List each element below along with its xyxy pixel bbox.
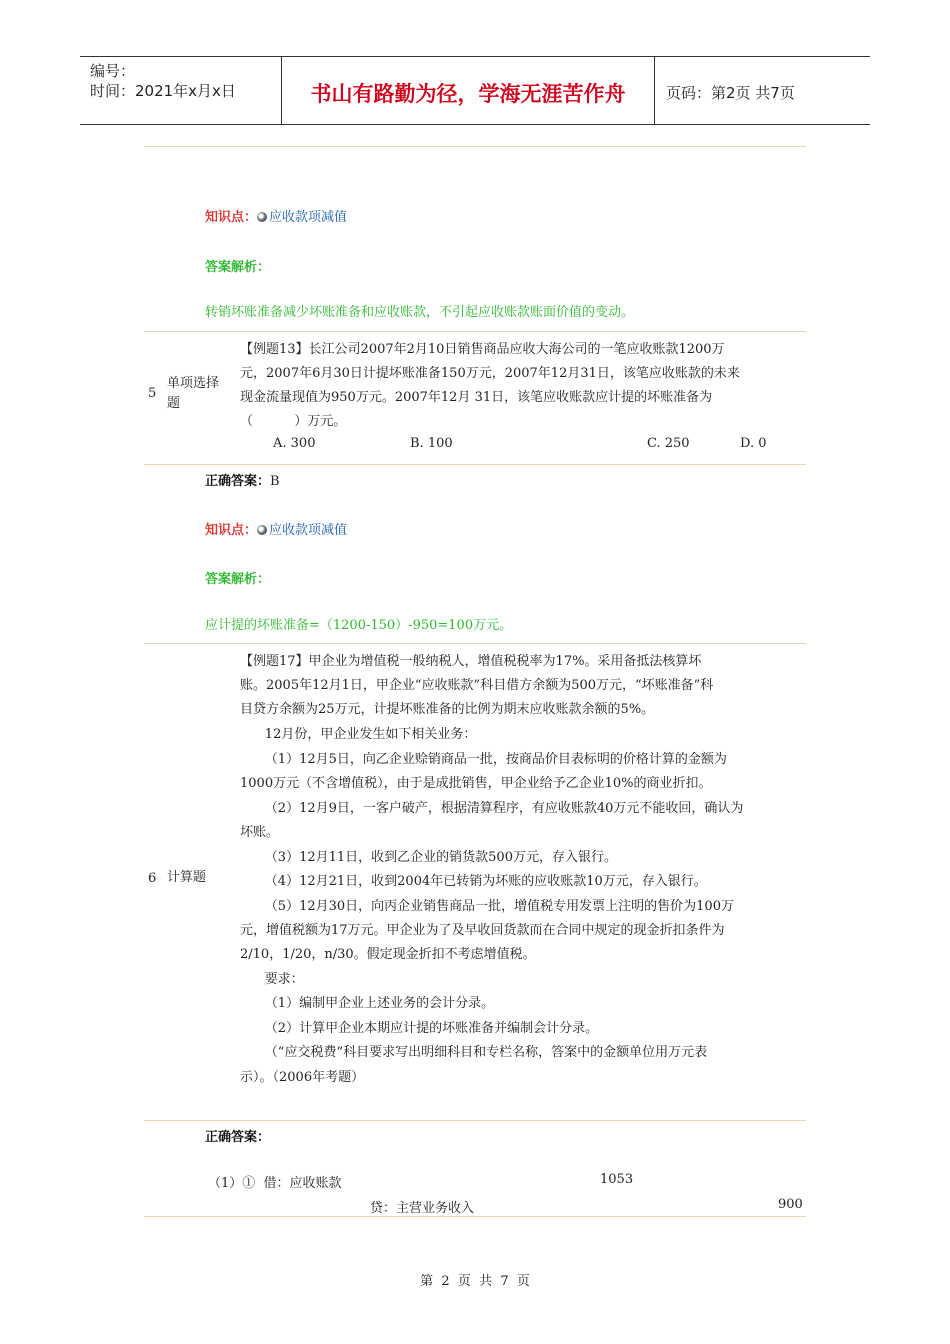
question-line: 现金流量现值为950万元。2007年12月 31日，该笔应收账款应计提的坏账准备为 bbox=[240, 390, 713, 405]
bullet-icon bbox=[257, 525, 267, 535]
question-line: （1）编制甲企业上述业务的会计分录。 bbox=[240, 996, 495, 1011]
header-slogan: 书山有路勤为径，学海无涯苦作舟 bbox=[310, 81, 626, 106]
divider bbox=[144, 1216, 806, 1217]
correct-answer bbox=[205, 470, 280, 489]
divider bbox=[144, 331, 806, 332]
answer-label: 正确答案： bbox=[205, 1130, 271, 1145]
option-a[interactable]: A. 300 bbox=[273, 436, 316, 451]
analysis-text: 应计提的坏账准备=（1200-150）-950=100万元。 bbox=[205, 618, 513, 633]
question-line: （3）12月11日，收到乙企业的销货款500万元，存入银行。 bbox=[240, 850, 617, 865]
question-type-line: 单项选择 bbox=[167, 376, 220, 391]
question-line: 12月份，甲企业发生如下相关业务： bbox=[240, 727, 477, 742]
question-line: 要求： bbox=[240, 972, 304, 987]
question-line: 【例题17】甲企业为增值税一般纳税人，增值税税率为17%。采用备抵法核算坏 bbox=[240, 654, 702, 669]
page-footer: 第 2 页 共 7 页 bbox=[420, 1274, 530, 1289]
option-d[interactable]: D. 0 bbox=[740, 436, 767, 451]
question-line: （5）12月30日，向丙企业销售商品一批，增值税专用发票上注明的售价为100万 bbox=[240, 899, 734, 914]
question-line: 元，增值税额为17万元。甲企业为了及早收回货款而在合同中规定的现金折扣条件为 bbox=[240, 923, 725, 938]
journal-entry-debit-amount: 1053 bbox=[600, 1172, 634, 1187]
question-line: （“应交税费”科目要求写出明细科目和专栏名称，答案中的金额单位用万元表 bbox=[240, 1045, 708, 1060]
question-line: 账。2005年12月1日，甲企业“应收账款”科目借方余额为500万元，“坏账准备”科 bbox=[240, 678, 714, 693]
question-line: （2）计算甲企业本期应计提的坏账准备并编制会计分录。 bbox=[240, 1021, 599, 1036]
question-type-line: 题 bbox=[167, 396, 181, 411]
question-line: （1）12月5日，向乙企业赊销商品一批，按商品价目表标明的价格计算的金额为 bbox=[240, 752, 727, 767]
divider bbox=[144, 1120, 806, 1121]
divider bbox=[144, 464, 806, 465]
question-type bbox=[167, 374, 219, 414]
question-line: 【例题13】长江公司2007年2月10日销售商品应收大海公司的一笔应收账款1200万 bbox=[240, 342, 725, 357]
knowledge-label: 知识点： bbox=[205, 523, 258, 538]
header-page-info: 页码：第2页 共7页 bbox=[666, 84, 795, 102]
option-b[interactable]: B. 100 bbox=[410, 436, 453, 451]
question-line: 示）。（2006年考题） bbox=[240, 1070, 365, 1085]
question-line: （ ）万元。 bbox=[240, 414, 347, 429]
option-c[interactable]: C. 250 bbox=[647, 436, 690, 451]
header-divider-right bbox=[654, 56, 655, 124]
question-line: 目贷方余额为25万元，计提坏账准备的比例为期末应收账款余额的5%。 bbox=[240, 702, 655, 717]
analysis-label: 答案解析： bbox=[205, 260, 271, 275]
knowledge-link[interactable]: 应收款项减值 bbox=[269, 210, 348, 225]
header-time-label: 时间：2021年x月x日 bbox=[90, 82, 236, 100]
header-number-label: 编号： bbox=[90, 62, 136, 80]
question-number: 6 bbox=[148, 871, 157, 886]
question-line: 坏账。 bbox=[240, 825, 280, 840]
question-line: （4）12月21日，收到2004年已转销为坏账的应收账款10万元，存入银行。 bbox=[240, 874, 707, 889]
header-bottom-border bbox=[80, 124, 870, 125]
analysis-label: 答案解析： bbox=[205, 572, 271, 587]
header-top-border bbox=[80, 56, 870, 57]
journal-entry-credit: 贷：主营业务收入 bbox=[370, 1201, 475, 1216]
knowledge-point bbox=[205, 206, 347, 225]
question-line: 元，2007年6月30日计提坏账准备150万元，2007年12月31日，该笔应收账款的未来 bbox=[240, 366, 740, 381]
knowledge-label: 知识点： bbox=[205, 210, 258, 225]
divider bbox=[144, 146, 806, 147]
knowledge-point bbox=[205, 519, 347, 538]
answer-label: 正确答案： bbox=[205, 474, 271, 489]
question-line: 2/10，1/20，n/30。假定现金折扣不考虑增值税。 bbox=[240, 947, 536, 962]
knowledge-link[interactable]: 应收款项减值 bbox=[269, 523, 348, 538]
question-number: 5 bbox=[148, 386, 157, 401]
analysis-text: 转销坏账准备减少坏账准备和应收账款，不引起应收账款账面价值的变动。 bbox=[205, 305, 635, 320]
answer-value: B bbox=[270, 474, 280, 489]
question-line: 1000万元（不含增值税），由于是成批销售，甲企业给予乙企业10%的商业折扣。 bbox=[240, 776, 712, 791]
journal-entry-credit-amount: 900 bbox=[778, 1197, 803, 1212]
question-line: （2）12月9日，一客户破产，根据清算程序，有应收账款40万元不能收回，确认为 bbox=[240, 801, 744, 816]
bullet-icon bbox=[257, 212, 267, 222]
divider bbox=[144, 643, 806, 644]
question-type: 计算题 bbox=[167, 870, 207, 885]
journal-entry-debit: （1）① 借：应收账款 bbox=[208, 1176, 342, 1191]
